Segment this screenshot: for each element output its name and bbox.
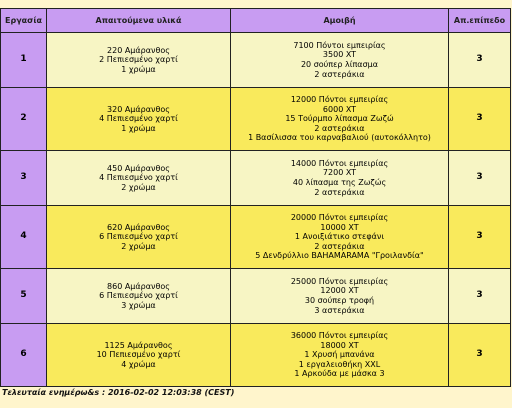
reward-line: 3500 XT [322, 50, 357, 60]
reward [231, 33, 449, 88]
material-line: 2 Πεπιεσμένο χαρτί [99, 55, 178, 65]
material-line: 4 Πεπιεσμένο χαρτί [99, 173, 178, 183]
reward [231, 151, 449, 206]
quest-table [0, 8, 511, 387]
task-number: 2 [1, 88, 47, 151]
required-materials [47, 324, 231, 387]
reward-line: 1 Βασίλισσα του καρναβαλιού (αυτοκόλλητο) [248, 133, 431, 143]
reward-line: 20 σούπερ λίπασμα [300, 60, 379, 69]
reward-line: 1 Χρυσή μπανάνα [304, 350, 375, 360]
reward-line: 7100 Πόντοι εμπειρίας [293, 40, 386, 50]
reward-line: 12000 XT [320, 286, 359, 296]
reward-line: 2 αστεράκια [314, 123, 365, 133]
reward-line: 1 Αρκούδα με μάσκα 3 [294, 369, 385, 379]
reward-line: 2 αστεράκια [314, 69, 365, 79]
table-header-row [1, 9, 511, 33]
reward-line: 30 σούπερ τροφή [304, 296, 375, 305]
reward-line: 5 Δενδρύλλιο BAHAMARAMA "Γροιλανδία" [255, 251, 424, 261]
table-row [1, 269, 511, 324]
material-line: 6 Πεπιεσμένο χαρτί [99, 232, 178, 242]
reward-line: 10000 XT [320, 222, 359, 232]
material-line: 4 Πεπιεσμένο χαρτί [99, 114, 178, 124]
reward-line: 6000 XT [322, 104, 357, 114]
required-level: 3 [449, 324, 511, 387]
reward-line: 15 Τούρμπο λίπασμα Ζωζώ [285, 114, 394, 124]
table-row [1, 324, 511, 387]
material-line: 1 χρώμα [121, 64, 156, 74]
required-level: 3 [449, 206, 511, 269]
task-number: 3 [1, 151, 47, 206]
header-task: Εργασία [1, 9, 47, 33]
required-materials [47, 151, 231, 206]
material-line: 6 Πεπιεσμένο χαρτί [99, 291, 178, 301]
material-line: 620 Αμάρανθος [107, 222, 170, 232]
reward-line: 18000 XT [320, 340, 359, 350]
table-body [1, 33, 511, 387]
table-row [1, 206, 511, 269]
reward [231, 324, 449, 387]
reward-line: 36000 Πόντοι εμπειρίας [290, 331, 389, 341]
material-line: 3 χρώμα [121, 300, 156, 310]
header-materials: Απαιτούμενα υλικά [47, 9, 231, 33]
reward-line: 1 εργαλειοθήκη XXL [298, 359, 381, 369]
material-line: 860 Αμάρανθος [107, 281, 170, 291]
last-updated: Τελευταία ενημέρω&s : 2016-02-02 12:03:38 (CEST) [2, 388, 235, 397]
reward-line: 2 αστεράκια [314, 241, 365, 251]
table-row [1, 33, 511, 88]
material-line: 320 Αμάρανθος [107, 104, 170, 114]
reward [231, 88, 449, 151]
reward-line: 2 αστεράκια [314, 187, 365, 197]
material-line: 220 Αμάρανθος [107, 45, 170, 55]
reward-line: 40 λίπασμα της Ζωζώς [292, 178, 387, 187]
required-level: 3 [449, 151, 511, 206]
header-level: Απ.επίπεδο [449, 9, 511, 33]
task-number: 5 [1, 269, 47, 324]
reward-line: 1 Ανοιξιάτικο στεφάνι [294, 232, 385, 242]
required-level: 3 [449, 33, 511, 88]
required-level: 3 [449, 269, 511, 324]
material-line: 2 χρώμα [121, 182, 156, 192]
reward [231, 269, 449, 324]
reward-line: 3 αστεράκια [314, 305, 365, 315]
header-reward: Αμοιβή [231, 9, 449, 33]
reward-line: 7200 XT [322, 168, 357, 178]
material-line: 1 χρώμα [121, 123, 156, 133]
task-number: 1 [1, 33, 47, 88]
table-row [1, 88, 511, 151]
task-number: 4 [1, 206, 47, 269]
reward-line: 25000 Πόντοι εμπειρίας [290, 276, 389, 286]
material-line: 1125 Αμάρανθος [104, 340, 173, 350]
task-number: 6 [1, 324, 47, 387]
table-row [1, 151, 511, 206]
reward-line: 20000 Πόντοι εμπειρίας [290, 213, 389, 223]
required-materials [47, 206, 231, 269]
required-materials [47, 88, 231, 151]
reward-line: 14000 Πόντοι εμπειρίας [290, 158, 389, 168]
reward [231, 206, 449, 269]
required-level: 3 [449, 88, 511, 151]
reward-line: 12000 Πόντοι εμπειρίας [290, 95, 389, 105]
material-line: 2 χρώμα [121, 241, 156, 251]
required-materials [47, 269, 231, 324]
material-line: 450 Αμάρανθος [107, 163, 170, 173]
material-line: 4 χρώμα [121, 359, 156, 369]
required-materials [47, 33, 231, 88]
material-line: 10 Πεπιεσμένο χαρτί [96, 350, 181, 360]
